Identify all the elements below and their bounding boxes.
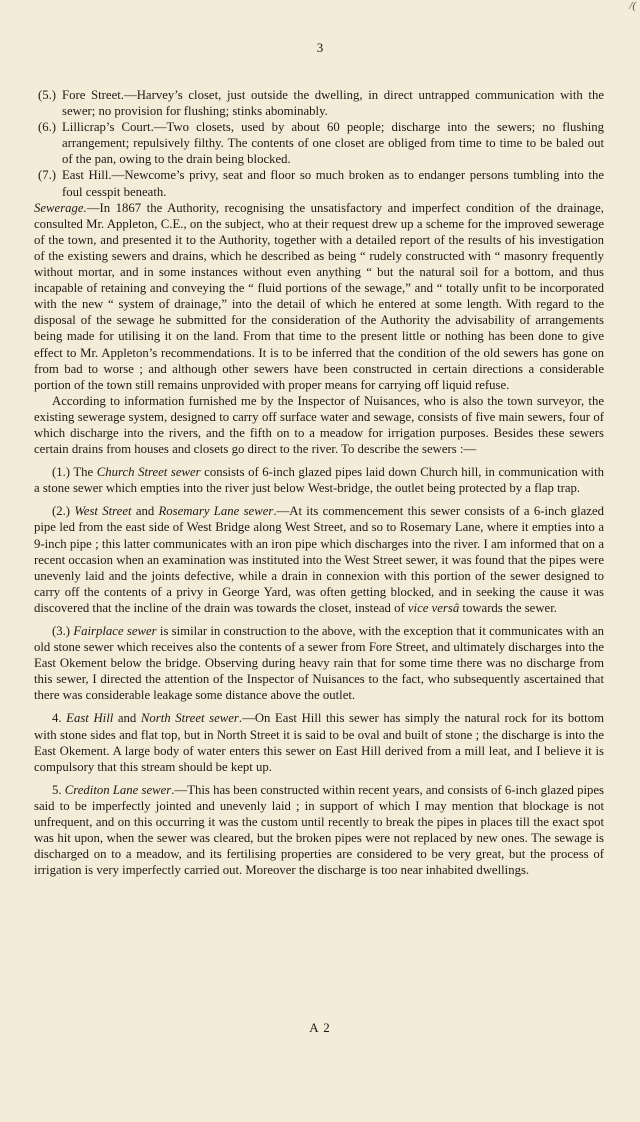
page-number: 3 (316, 40, 324, 55)
corner-mark: /( (629, 0, 636, 12)
sewer-paragraph-4: 4. East Hill and North Street sewer.—On East Hill this sewer has simply the natural rock for its bottom with stone sides and flat top, but in North Street it is said to be oval and built of stone ; the discharge is into the East Okement. A large body of water enters this sewer on East Hill derived from a mill leat, and I believe it is compulsory that this stream should be kept up. (34, 711, 604, 774)
nuisance-list (34, 87, 604, 200)
list-item: (5.) Fore Street.—Harvey’s closet, just outside the dwelling, in direct untrapped communication with the sewer; no provision for flushing; stinks abominably. (38, 88, 604, 119)
sewerage-paragraph: Sewerage.—In 1867 the Authority, recognising the unsatisfactory and imperfect condition of the drainage, consulted Mr. Appleton, C.E., on the subject, who at their request drew up a scheme for the improved sewerage of the town, and presented it to the Authority, together with a detailed report of the results of his investigation of the existing sewers and drains, which he described as being “ rudely constructed with “ masonry frequently without mortar, and in some instances without even anything “ but the natural soil for a bottom, and thus incapable of retaining and conveying the “ fluid portions of the sewage,” and “ totally unfit to be incorporated with the new “ system of drainage,” into the detail of which he entered at some length. With regard to the disposal of the sewage he submitted for the consideration of the Authority the advisability of arrangements being made for utilising it on the land. From that time to the present little or nothing has been done to give effect to Mr. Appleton’s recommendations. It is to be inferred that the condition of the old sewers has gone on from bad to worse ; and although other sewers have been constructed in certain directions a considerable portion of the town still remains unprovided with proper means for carrying off liquid refuse. (34, 200, 604, 392)
sewer-paragraph-1: (1.) The Church Street sewer consists of 6-inch glazed pipes laid down Church hill, in communication with a stone sewer which empties into the river just below West-bridge, the outlet being protected by a flap trap. (34, 465, 604, 496)
according-paragraph: According to information furnished me by the Inspector of Nuisances, who is also the town surveyor, the existing sewerage system, designed to carry off surface water and sewage, consists of five main sewers, four of which discharge into the rivers, and the fifth on to a meadow for irrigation purposes. Besides these sewers certain drains from houses and closets go direct to the river. To describe the sewers :— (34, 393, 604, 457)
signature-mark: A 2 (309, 1020, 331, 1035)
body-text (34, 87, 604, 878)
list-item: (7.) East Hill.—Newcome’s privy, seat and floor so much broken as to endanger persons tumbling into the foul cesspit beneath. (38, 168, 604, 199)
sewer-paragraph-3: (3.) Fairplace sewer is similar in construction to the above, with the exception that it communicates with an old stone sewer which receives also the contents of a sewer from Fore Street, and ultimately discharges into the East Okement below the bridge. Observing during heavy rain that for some time there was no discharge from this sewer, I directed the attention of the Inspector of Nuisances to the fact, who subsequently ascertained that there was considerable leakage some distance above the outlet. (34, 624, 605, 703)
list-item: (6.) Lillicrap’s Court.—Two closets, used by about 60 people; discharge into the sewers; no flushing arrangement; repulsively filthy. The contents of one closet are obliged from time to time to be baled out of the pan, owing to the drain being blocked. (38, 120, 604, 167)
sewer-paragraph-2: (2.) West Street and Rosemary Lane sewer.—At its commencement this sewer consists of a 6-inch glazed pipe led from the east side of West Bridge along West Street, and so to Rosemary Lane, where it empties into a 9-inch pipe ; this latter communicates with an iron pipe which discharges into the river. I am informed that on a recent occasion when an examination was instituted into the West Street sewer, it was found that the pipes were unevenly laid and the joints defective, while a drain in connexion with this portion of the sewer designed to carry off the contents of a privy in George Yard, was often getting blocked, and in seeking the cause it was discovered that the incline of the drain was towards the closet, instead of vice versâ towards the sewer. (34, 504, 605, 615)
sewerage-heading: Sewerage. (34, 200, 87, 215)
sewer-paragraph-5: 5. Crediton Lane sewer.—This has been constructed within recent years, and consists of 6-inch glazed pipes said to be imperfectly jointed and unevenly laid ; in support of which I may mention that blockage is not unfrequent, and on this occurring it was the custom until recently to break the pipes in places till the exact spot was hit upon, when the sewer was cleared, but the broken pipes were not replaced by new ones. The sewage is discharged on to a meadow, and its fertilising properties are considered to be very great, but the process of irrigation is very imperfectly carried out. Moreover the discharge is too near inhabited dwellings. (34, 782, 605, 878)
